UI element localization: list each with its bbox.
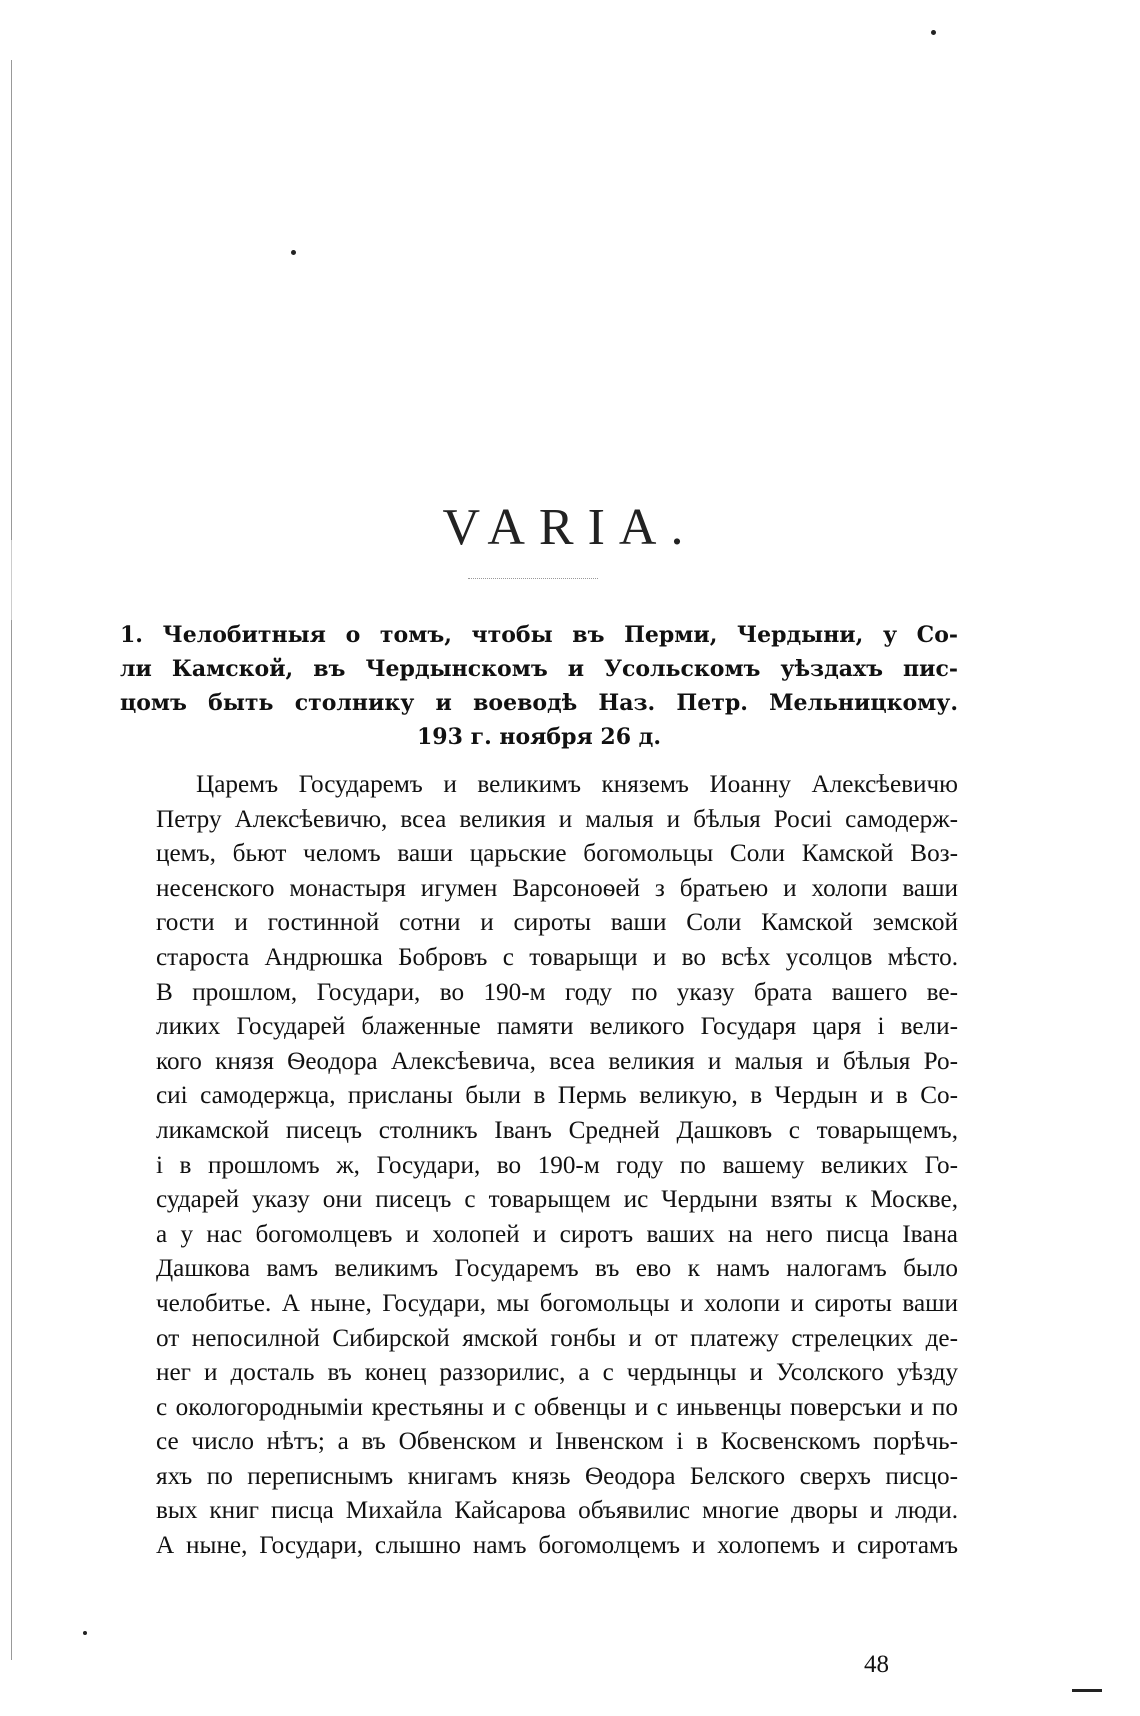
body-line: В прошлом, Государи, во 190-м году по указу брата вашего ве-: [156, 978, 958, 1006]
body-line: ликих Государей блаженные памяти великого Государя царя і вели-: [156, 1013, 958, 1041]
section-title-line: цомъ быть столнику и воеводѣ Наз. Петр. Мельницкому.: [120, 690, 958, 716]
body-line: сударей указу они писецъ с товарыщем ис Чердыни взяты к Москве,: [156, 1186, 958, 1214]
body-line: ликамской писецъ столникъ Іванъ Средней Дашковъ с товарыщемъ,: [156, 1116, 958, 1144]
body-line: от непосилной Сибирской ямской гонбы и от платежу стрелецких де-: [156, 1324, 958, 1352]
section-title-line: 1. Челобитныя о томъ, чтобы въ Перми, Чердыни, у Со-: [120, 622, 958, 648]
body-line: сиі самодержца, присланы были в Пермь великую, в Чердын и в Со-: [156, 1082, 958, 1110]
body-line: староста Андрюшка Бобровъ с товарыщи и во всѣх усолцов мѣсто.: [156, 943, 958, 971]
scan-speck: [291, 250, 296, 255]
body-line: Петру Алексѣевичю, всеа великия и малыя и бѣлыя Росиі самодерж-: [156, 805, 958, 833]
page-number: 48: [864, 1651, 889, 1678]
scan-edge-line: [11, 60, 12, 1660]
body-line: цемъ, бьют челомъ ваши царьские богомольцы Соли Камской Воз-: [156, 840, 958, 868]
page-heading: VARIA.: [442, 499, 698, 556]
body-text: [156, 768, 958, 1564]
scan-corner-mark: [1072, 1689, 1102, 1692]
body-line: а у нас богомолцевъ и холопей и сиротъ ваших на него писца Івана: [156, 1220, 958, 1248]
body-line: яхъ по переписнымъ книгамъ князь Ѳеодора Белского сверхъ писцо-: [156, 1462, 958, 1490]
body-line: несенского монастыря игумен Варсоноѳей з братьею и холопи ваши: [156, 874, 958, 902]
heading-ornament: [468, 578, 598, 583]
body-line: кого князя Ѳеодора Алексѣевича, всеа великия и малыя и бѣлыя Ро-: [156, 1047, 958, 1075]
scan-speck: [83, 1631, 87, 1635]
body-line: челобитье. А ныне, Государи, мы богомольцы и холопи и сироты ваши: [156, 1289, 958, 1317]
section-title: [120, 618, 958, 754]
body-line: гости и гостинной сотни и сироты ваши Соли Камской земской: [156, 909, 958, 937]
body-line: се число нѣтъ; а въ Обвенском и Інвенском і в Косвенскомъ порѣчь-: [156, 1428, 958, 1456]
scan-speck: [931, 30, 936, 35]
body-line: Дашкова вамъ великимъ Государемъ въ ево к намъ налогамъ было: [156, 1255, 958, 1283]
body-line: нег и досталь въ конец раззорилис, а с чердынцы и Усолского уѣзду: [156, 1359, 958, 1387]
section-title-date: 193 г. ноября 26 д.: [417, 724, 661, 750]
section-title-line: ли Камской, въ Чердынскомъ и Усольскомъ уѣздахъ пис-: [120, 656, 958, 682]
body-line: і в прошломъ ж, Государи, во 190-м году по вашему великих Го-: [156, 1151, 958, 1179]
body-line: вых книг писца Михайла Кайсарова объявилис многие дворы и люди.: [156, 1497, 958, 1525]
body-line: с окологородныміи крестьяны и с обвенцы и с иньвенцы поверсъки и по: [156, 1393, 958, 1421]
body-line: Царемъ Государемъ и великимъ княземъ Иоанну Алексѣевичю: [196, 771, 958, 798]
body-line: А ныне, Государи, слышно намъ богомолцемъ и холопемъ и сиротамъ: [156, 1532, 958, 1560]
